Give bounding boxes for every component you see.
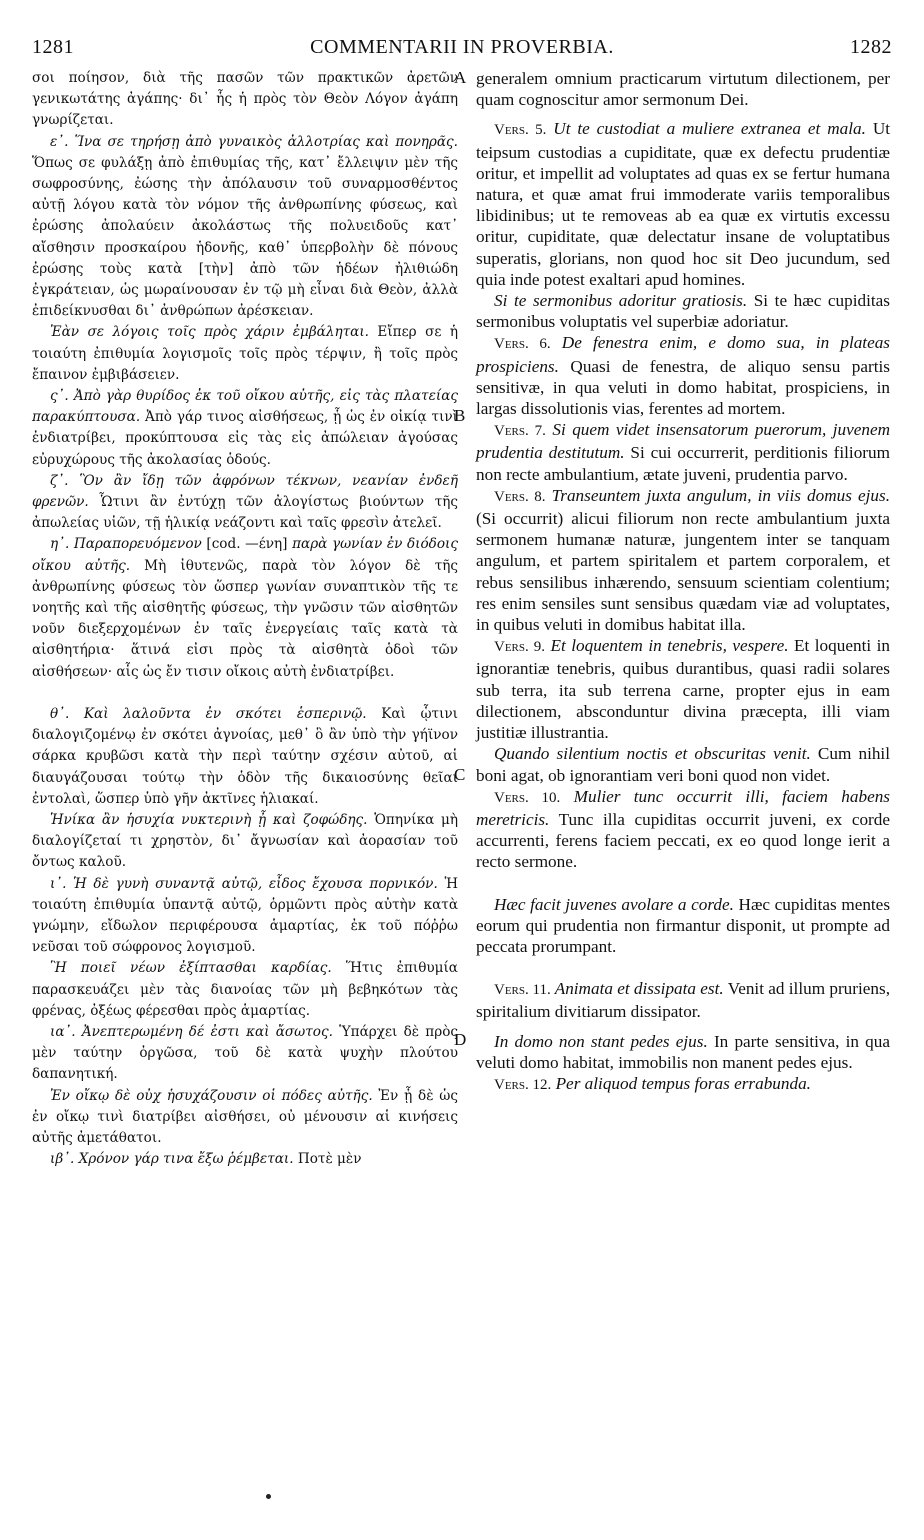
latin-column <box>476 68 890 1096</box>
text-run: generalem omnium practicarum virtutum dilectionem, per quam cognoscitur amor sermonum Dei. <box>476 69 890 110</box>
text-run: Et loquentem in tenebris, vespere. <box>544 636 789 656</box>
text-run: Ὁπηνίκα μὴ διαλογίζεταί τι χρηστὸν, δι᾽ ἄγνωσίαν καὶ ἀορασίαν τοῦ ὄντως καλοῦ. <box>32 811 458 871</box>
greek-paragraph <box>32 874 458 959</box>
text-run: Quando silentium noctis et obscuritas venit. <box>494 744 811 764</box>
text-run: Ἀπὸ γάρ τινος αἰσθήσεως, ᾗ ὡς ἐν οἰκίᾳ τινὶ ἐνδιατρίβει, προκύπτουσα εἰς τὰς εἰς ἀπώλειαν ἀγούσας εὐρυχώρους τῆς ἀκολασίας ὁδούς. <box>32 409 458 468</box>
text-run: σοι ποίησον, διὰ τῆς πασῶν τῶν πρακτικῶν ἀρετῶν γενικωτάτης ἀγάπης· δι᾽ ἧς ἡ πρὸς τὸν Θεὸν Λόγον ἀγάπη γνωρίζεται. <box>32 70 458 129</box>
text-run: παρὰ γωνίαν ἐν διόδοις οἴκου αὐτῆς. <box>32 536 458 574</box>
text-run: ι᾽. Ἡ δὲ γυνὴ συναντᾷ αὐτῷ, εἶδος ἔχουσα πορνικόν. <box>50 875 438 892</box>
latin-paragraph <box>476 894 890 958</box>
latin-paragraph <box>476 332 890 419</box>
greek-paragraph <box>32 132 458 323</box>
text-run: Cum nihil boni agat, ob ignorantiam veri boni quod non videt. <box>476 744 890 785</box>
text-run: Vers. 9. <box>494 639 545 656</box>
text-run: Ut teipsum custodias a cupiditate, quæ ex defectu prudentiæ oritur, et impellit ad voluptates ad quas ex se fertur humana natura, et quæ amat frui immoderate variis temporalibus libidinibus; ut te removeas ab ea quæ ex virtutis excessu oritur, cupiditate, quæ delectatur insane de voluptatibus superatis, glorians, non quod hoc sit Deo jucundum, sed quia inde potest exaltari apud homines. <box>476 119 890 289</box>
page-number-left: 1281 <box>32 36 74 58</box>
text-run: In domo non stant pedes ejus. <box>494 1031 708 1051</box>
page-header <box>26 36 898 66</box>
text-run: Hæc cupiditas mentes eorum qui prudentia non firmantur disponit, ut prompte ad peccata prorumpant. <box>476 894 891 956</box>
margin-marker-d: D <box>454 1030 467 1049</box>
text-run: Si te sermonibus adoritur gratiosis. <box>494 291 748 311</box>
latin-paragraph <box>476 978 890 1022</box>
text-run: Ὧτινι ἂν ἐντύχῃ τῶν ἀλογίστως βιούντων τῆς ἀπωλείας υἱῶν, τῇ ἡλικίᾳ νεάζοντι καὶ ταῖς φρεσὶν ἀτελεῖ. <box>32 494 458 532</box>
text-run: Animata et dissipata est. <box>550 979 724 999</box>
text-run: Si cui occurrerit, perditionis filiorum non recte ambulantium, ætate juveni, prudentia parvo. <box>476 443 890 484</box>
text-run: Vers. 10. <box>494 789 561 806</box>
latin-paragraph <box>476 1031 890 1073</box>
margin-marker-c: C <box>454 765 466 784</box>
text-run: Ἐν ᾗ δὲ ὡς ἐν οἴκῳ τινὶ διατρίβει αἰσθήσει, οὐ μένουσιν αἱ κινήσεις αὐτῆς ἀμετάθατοι. <box>32 1087 458 1146</box>
text-run: Εἴπερ σε ἡ τοιαύτη ἐπιθυμία λογισμοῖς τοῖς πρὸς τέρψιν, ἢ τοῖς πρὸς ἔπαινον ἐμβιβάσειεν. <box>32 324 458 383</box>
text-run: Vers. 12. <box>494 1076 552 1093</box>
text-run: Ἡ τοιαύτη ἐπιθυμία ὑπαντᾷ αὐτῷ, ὁρμῶντι πρὸς αὐτὴν κατὰ γνώμην, εἴδωλον περιφέρουσα ἁμαρτίας, ἐκ τοῦ πόῤῥω νεῦσαι τοῦ σώφρονος λογισμοῦ. <box>32 875 458 956</box>
text-run: ς᾽. Ἀπὸ γὰρ θυρίδος ἐκ τοῦ οἴκου αὐτῆς, εἰς τὰς πλατείας παρακύπτουσα. <box>32 388 458 426</box>
latin-paragraph <box>476 68 890 110</box>
text-run: Ποτὲ μὲν <box>293 1151 362 1168</box>
greek-paragraph <box>32 68 458 132</box>
text-run: ζ᾽. Ὃν ἂν ἴδῃ τῶν ἀφρόνων τέκνων, νεανίαν ἐνδεῆ φρενῶν. <box>32 472 458 511</box>
text-run: Ἡνίκα ἂν ἡσυχία νυκτερινὴ ᾖ καὶ ζοφώδης. <box>50 811 368 828</box>
greek-paragraph <box>32 534 458 682</box>
text-run: Vers. 7. <box>494 423 546 440</box>
latin-paragraph <box>476 743 890 785</box>
latin-paragraph <box>476 786 890 873</box>
text-run: Ut te custodiat a muliere extranea et mala. <box>546 119 866 139</box>
ink-speck <box>266 1494 271 1499</box>
text-run: (Si occurrit) alicui filiorum non recte ambulantium juxta sermonem humanæ naturæ, jungentem inter se tanquam angulum, et partem spiritalem et partem corporalem, et rebus sensilibus inhærendo, sensuum scientiam colentium; res enim sensiles sunt sensibus quædam viæ ad voluptates, in quibus veluti in domibus habitat illa. <box>476 509 890 635</box>
text-run: Vers. 11. <box>494 982 551 999</box>
text-run: Ὅπως σε φυλάξῃ ἀπὸ ἐπιθυμίας τῆς, κατ᾽ ἔλλειψιν μὲν τῆς σωφροσύνης, ἐώσης τὴν ἀπόλαυσιν τοῦ συναρμοσθέντος αὐτῇ λόγου κατὰ τὸν νόμον τῆς ἀνθρωπίνης φύσεως, καὶ ἐρώσης ἀπολαύειν ἀκολάστως τῆς πολυειδοῦς κατ᾽ αἴσθησιν προσκαίρου ἡδονῆς, καθ᾽ ὑπερβολὴν δὲ πόνους ἐρώσης τοὺς κατὰ [τὴν] ἀπὸ τῶν ἡδέων ἠλιθιώδη ἐγκράτειαν, ὡς μωραίνουσαν ἐν τῷ μὴ εἶναι διὰ Θεὸν, ἀλλὰ ἐπιδείκνυσθαι δι᾽ ἀνθρώπων ἀρέσκειαν. <box>32 154 458 320</box>
text-run: Καὶ ᾧτινι διαλογιζομένῳ ἐν σκότει ἀγνοίας, μεθ᾽ ὃ ἂν ὑπὸ τὴν γήϊνον σάρκα κρυβῶσι κατὰ τὴν περὶ ταύτην σχέσιν αὐτοῦ, αἱ διαυγάζουσαι τούτῳ τὴν ὁδὸν τῆς δικαιοσύνης θεῖαι ἐντολαὶ, ὥσπερ ὑπὸ γῆν ἀκτῖνες ἡλιακαί. <box>32 705 458 807</box>
text-run: Ἣ ποιεῖ νέων ἐξίπτασθαι καρδίας. <box>50 960 332 977</box>
latin-paragraph <box>476 290 890 332</box>
text-run: Si quem videt insensatorum puerorum, juvenem prudentia destitutum. <box>476 420 890 463</box>
latin-paragraph <box>476 419 890 485</box>
text-run: [cod. —ένη] <box>201 536 293 553</box>
running-title: COMMENTARII IN PROVERBIA. <box>310 36 614 58</box>
text-run: Ἥτις ἐπιθυμία παρασκευάζει μὲν τὰς διανοίας τῶν μὴ βεβηκότων τὰς φρένας, ὀξέως φέρεσθαι πρὸς ἁμαρτίας. <box>32 960 458 1019</box>
text-run: In parte sensitiva, in qua veluti domo habitat, immobilis non manent pedes ejus. <box>476 1031 890 1072</box>
text-run: Vers. 5. <box>494 122 547 139</box>
latin-paragraph <box>476 118 890 290</box>
text-run: Mulier tunc occurrit illi, faciem habens meretricis. <box>476 786 890 829</box>
text-run: Tunc illa cupiditas occurrit juveni, ex corde accurrenti, ferens faciem peccati, ex eo quod longe ierit a recto sermone. <box>476 809 890 872</box>
text-run: Et loquenti in ignorantiæ tenebris, quibus durantibus, quasi radii solares sub terra, ita sub terrena carne, propter ejus in eam dilectionem, absconduntur divina præcepta, illi viam justitiæ illustrantia. <box>476 636 890 743</box>
page-number-right: 1282 <box>850 36 892 58</box>
text-run: De fenestra enim, e domo sua, in plateas prospiciens. <box>476 333 890 376</box>
text-run: Quasi de fenestra, de aliquo sensu partis sensitivæ, in qua veluti in domo habitat, prospiciens, in largas dissolutionis vias, ferentes ad mortem. <box>476 356 890 419</box>
text-run: Si te hæc cupiditas sermonibus voluptatis vel superbiæ adoriatur. <box>476 291 890 332</box>
greek-paragraph <box>32 386 458 471</box>
text-run: η᾽. Παραπορευόμενον <box>50 536 202 553</box>
margin-marker-a: A <box>454 68 467 87</box>
text-run: Vers. 6. <box>494 336 551 353</box>
greek-paragraph <box>32 1022 458 1086</box>
text-run: ια᾽. Ἀνεπτερωμένη δέ ἐστι καὶ ἄσωτος. <box>50 1023 333 1040</box>
text-run: ε᾽. Ἵνα σε τηρήσῃ ἀπὸ γυναικὸς ἀλλοτρίας καὶ πονηρᾶς. <box>50 133 458 150</box>
greek-column <box>32 68 458 1170</box>
text-run: Venit ad illum pruriens, spiritalium divitiarum dissipator. <box>476 979 890 1022</box>
latin-paragraph <box>476 485 890 635</box>
greek-paragraph <box>32 322 458 386</box>
text-run: Μὴ ἰθυτενῶς, παρὰ τὸν λόγον δὲ τῆς ἀνθρωπίνης φύσεως τὸν ὥσπερ γωνίαν συναπτικὸν τῆς τε νοητῆς καὶ τῆς αἰσθητῆς φύσεως, τὴν γνῶσιν τῶν αἰσθητῶν νοῦν διεξερχομένων ἐν ταῖς ἐνεργείαις ταῖς κατὰ τὰ αἰσθητήρια· ἅτινά εἰσι πρὸς τὰ αἰσθητὰ ὁδοὶ τῶν αἰσθήσεων· αἷς ὡς ἔν τισιν οἴκοις αὐτὴ ἐνδιατρίβει. <box>32 557 458 680</box>
text-run: Hæc facit juvenes avolare a corde. <box>494 894 734 914</box>
text-run: Ὑπάρχει δὲ πρὸς μὲν ταύτην ὀργῶσα, τοῦ δὲ κατὰ ψυχὴν πλούτου δαπανητική. <box>32 1023 458 1083</box>
greek-paragraph <box>32 704 458 810</box>
text-run: Vers. 8. <box>494 488 546 505</box>
margin-marker-b: B <box>454 406 466 425</box>
greek-paragraph <box>32 1149 458 1170</box>
text-run: Transeuntem juxta angulum, in viis domus ejus. <box>545 485 890 505</box>
text-run: ιβ᾽. Χρόνον γάρ τινα ἔξω ῥέμβεται. <box>50 1151 294 1168</box>
text-run: Ἐὰν σε λόγοις τοῖς πρὸς χάριν ἐμβάληται. <box>50 324 369 341</box>
latin-paragraph <box>476 1073 890 1096</box>
greek-paragraph <box>32 810 458 874</box>
text-run: Per aliquod tempus foras errabunda. <box>551 1073 811 1093</box>
text-run: Ἐν οἴκῳ δὲ οὐχ ἡσυχάζουσιν οἱ πόδες αὐτῆς. <box>50 1087 373 1104</box>
greek-paragraph <box>32 958 458 1022</box>
text-run: θ᾽. Καὶ λαλοῦντα ἐν σκότει ἑσπερινῷ. <box>50 705 367 722</box>
greek-paragraph <box>32 1086 458 1150</box>
latin-paragraph <box>476 635 890 743</box>
greek-paragraph <box>32 471 458 535</box>
